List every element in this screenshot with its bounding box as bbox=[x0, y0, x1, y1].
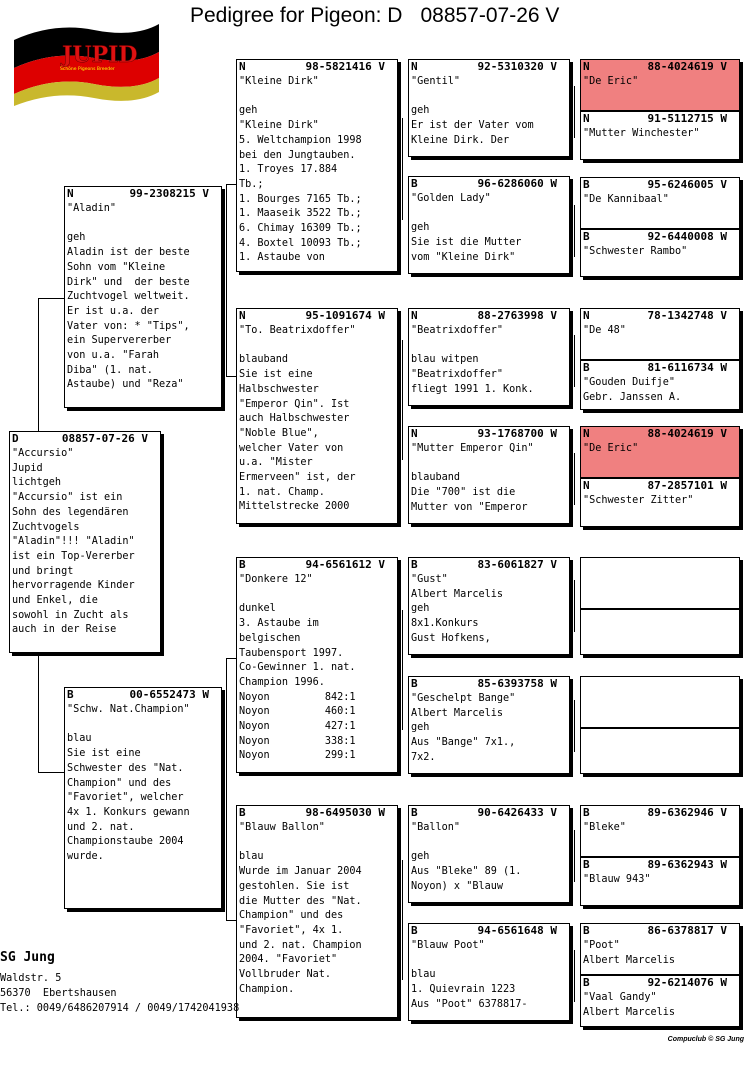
pigeon-card-gen5-empty[interactable] bbox=[580, 676, 740, 728]
ring-number: 88-2763998 V bbox=[477, 309, 557, 322]
ring-number: 92-5310320 V bbox=[477, 60, 557, 73]
ring-number: 88-4024619 V bbox=[647, 60, 727, 73]
pigeon-notes: "Schw. Nat.Champion" blau Sie ist eine Schwester des "Nat. Champion" und des "Favoriet", welcher 4x 1. Konkurs gewann und 2. nat. Championstaube 2004 wurde. bbox=[67, 704, 190, 863]
pigeon-notes: "Mutter Emperor Qin" blauband Die "700" ist die Mutter von "Emperor bbox=[411, 443, 534, 513]
connector bbox=[38, 298, 39, 431]
owner-city: 56370 Ebertshausen bbox=[0, 988, 117, 999]
sex-code: B bbox=[583, 230, 590, 243]
ring-number: 96-6286060 W bbox=[477, 177, 557, 190]
ring-number: 78-1342748 V bbox=[647, 309, 727, 322]
sex-code: B bbox=[411, 177, 418, 190]
sex-code: N bbox=[583, 60, 590, 73]
pigeon-card-gen5[interactable] bbox=[580, 229, 740, 277]
ring-number: 92-6440008 W bbox=[647, 230, 727, 243]
pigeon-card-gen4[interactable] bbox=[408, 59, 570, 157]
sex-code: N bbox=[239, 309, 246, 322]
pigeon-card-gen4[interactable] bbox=[408, 426, 570, 524]
logo-name: JUPID bbox=[62, 42, 138, 68]
pigeon-notes: "Schwester Zitter" bbox=[583, 495, 694, 506]
pigeon-card-gen4[interactable] bbox=[408, 923, 570, 1021]
sex-code: B bbox=[583, 924, 590, 937]
pigeon-card-gen4[interactable] bbox=[408, 557, 570, 655]
sex-code: N bbox=[583, 309, 590, 322]
pigeon-notes bbox=[581, 610, 739, 612]
connector bbox=[226, 184, 227, 376]
connector bbox=[226, 184, 236, 185]
pigeon-card-gen5-empty[interactable] bbox=[580, 557, 740, 609]
pigeon-notes: "Blauw Ballon" blau Wurde im Januar 2004 gestohlen. Sie ist die Mutter des "Nat. Champion" und des "Favoriet", 4x 1. und 2. nat. Champion 2004. "Favoriet" Vollbruder Nat. Champion. bbox=[239, 822, 362, 995]
pigeon-notes: "Ballon" geh Aus "Bleke" 89 (1. Noyon) x "Blauw bbox=[411, 822, 522, 892]
pigeon-notes: "Poot" Albert Marcelis bbox=[583, 940, 676, 966]
page-title bbox=[190, 4, 559, 28]
ring-number: 98-6495030 W bbox=[305, 806, 385, 819]
sex-code: B bbox=[583, 178, 590, 191]
pigeon-notes: "De Eric" bbox=[583, 76, 639, 87]
sex-code: N bbox=[239, 60, 246, 73]
pigeon-card-gen5[interactable] bbox=[580, 59, 740, 111]
owner-phone: Tel.: 0049/6486207914 / 0049/1742041938 bbox=[0, 1003, 240, 1014]
connector bbox=[226, 658, 236, 659]
pigeon-card-gen5-empty[interactable] bbox=[580, 728, 740, 774]
connector bbox=[574, 335, 575, 387]
pigeon-card-gen4[interactable] bbox=[408, 676, 570, 774]
sex-code: B bbox=[411, 806, 418, 819]
pigeon-notes: "Beatrixdoffer" blau witpen "Beatrixdoffer" fliegt 1991 1. Konk. bbox=[411, 325, 534, 395]
connector bbox=[226, 376, 236, 377]
sex-code: B bbox=[411, 924, 418, 937]
pigeon-notes: "De Eric" bbox=[583, 443, 639, 454]
ring-number: 94-6561612 V bbox=[305, 558, 385, 571]
sex-code: N bbox=[583, 479, 590, 492]
pigeon-card-gen4[interactable] bbox=[408, 805, 570, 903]
sex-code: B bbox=[239, 806, 246, 819]
connector bbox=[574, 700, 575, 752]
ring-number: 87-2857101 W bbox=[647, 479, 727, 492]
pigeon-notes: "Donkere 12" dunkel 3. Astaube im belgischen Taubensport 1997. Co-Gewinner 1. nat. Champion 1996. Noyon 842:1 Noyon 460:1 Noyon 427:1 Noyon 338:1 Noyon 299:1 bbox=[239, 574, 356, 762]
pigeon-notes bbox=[581, 729, 739, 731]
pigeon-card-gen5[interactable] bbox=[580, 478, 740, 527]
pigeon-card-gen3[interactable] bbox=[236, 59, 398, 272]
sex-code: B bbox=[239, 558, 246, 571]
title-ring: 08857-07-26 V bbox=[420, 4, 560, 27]
pigeon-card-gen5[interactable] bbox=[580, 805, 740, 857]
sex-code: B bbox=[583, 806, 590, 819]
pigeon-notes: "Gentil" geh Er ist der Vater vom Kleine Dirk. Der bbox=[411, 76, 534, 146]
connector bbox=[402, 610, 403, 730]
connector bbox=[402, 860, 403, 980]
connector bbox=[402, 340, 403, 460]
pigeon-notes: "Gust" Albert Marcelis geh 8x1.Konkurs Gust Hofkens, bbox=[411, 574, 504, 644]
sex-code: N bbox=[67, 187, 74, 200]
ring-number: 85-6393758 W bbox=[477, 677, 557, 690]
connector bbox=[38, 772, 64, 773]
pigeon-card-sire[interactable] bbox=[64, 186, 222, 408]
connector bbox=[226, 658, 227, 920]
sex-code: N bbox=[411, 309, 418, 322]
ring-number: 90-6426433 V bbox=[477, 806, 557, 819]
pigeon-card-gen5[interactable] bbox=[580, 360, 740, 410]
copyright-note: Compuclub © SG Jung bbox=[667, 1036, 744, 1043]
pigeon-notes: "De Kannibaal" bbox=[583, 194, 669, 205]
ring-number: 08857-07-26 V bbox=[61, 432, 148, 445]
sex-code: B bbox=[411, 558, 418, 571]
pigeon-notes: "Mutter Winchester" bbox=[583, 128, 700, 139]
ring-number: 95-6246005 V bbox=[647, 178, 727, 191]
title-prefix: Pedigree for Pigeon: D bbox=[190, 4, 403, 27]
sex-code: B bbox=[583, 858, 590, 871]
ring-number: 91-5112715 W bbox=[647, 112, 727, 125]
ring-number: 81-6116734 W bbox=[647, 361, 727, 374]
pigeon-card-gen3[interactable] bbox=[236, 557, 398, 773]
ring-number: 94-6561648 W bbox=[477, 924, 557, 937]
sex-code: B bbox=[67, 688, 74, 701]
pigeon-notes: "De 48" bbox=[583, 325, 626, 336]
pigeon-card-gen5[interactable] bbox=[580, 426, 740, 478]
ring-number: 92-6214076 W bbox=[647, 976, 727, 989]
ring-number: 99-2308215 V bbox=[129, 187, 209, 200]
connector bbox=[38, 298, 64, 299]
sex-code: N bbox=[411, 60, 418, 73]
connector bbox=[574, 580, 575, 632]
ring-number: 83-6061827 V bbox=[477, 558, 557, 571]
pigeon-card-subject[interactable] bbox=[9, 431, 161, 653]
pigeon-card-gen5[interactable] bbox=[580, 857, 740, 906]
ring-number: 00-6552473 W bbox=[129, 688, 209, 701]
sex-code: N bbox=[583, 427, 590, 440]
pigeon-notes: "Schwester Rambo" bbox=[583, 246, 688, 257]
pigeon-notes: "Vaal Gandy" Albert Marcelis bbox=[583, 992, 676, 1018]
pigeon-card-gen4[interactable] bbox=[408, 176, 570, 274]
pigeon-notes: "Gouden Duifje" Gebr. Janssen A. bbox=[583, 377, 682, 403]
sex-code: N bbox=[411, 427, 418, 440]
pigeon-notes: "To. Beatrixdoffer" blauband Sie ist eine Halbschwester "Emperor Qin". Ist auch Halbschwester "Noble Blue", welcher Vater von u.a. "Mister Ermerveen" ist, der 1. nat. Champ. Mittelstrecke 2000 bbox=[239, 325, 356, 513]
pigeon-card-gen5[interactable] bbox=[580, 975, 740, 1027]
pigeon-card-dam[interactable] bbox=[64, 687, 222, 909]
connector bbox=[38, 654, 39, 772]
logo-tagline: Schöne Pigeons Breeder bbox=[60, 67, 115, 72]
owner-name: SG Jung bbox=[0, 950, 55, 965]
jupid-logo bbox=[14, 22, 159, 106]
owner-street: Waldstr. 5 bbox=[0, 973, 62, 984]
connector bbox=[574, 950, 575, 1002]
sex-code: N bbox=[583, 112, 590, 125]
pigeon-card-gen5[interactable] bbox=[580, 308, 740, 360]
connector bbox=[402, 118, 403, 220]
connector bbox=[574, 205, 575, 257]
ring-number: 98-5821416 V bbox=[305, 60, 385, 73]
connector bbox=[574, 453, 575, 505]
pigeon-notes bbox=[581, 558, 739, 560]
ring-number: 86-6378817 V bbox=[647, 924, 727, 937]
owner-block bbox=[0, 950, 239, 1016]
sex-code: B bbox=[583, 361, 590, 374]
pigeon-notes: "Golden Lady" geh Sie ist die Mutter vom "Kleine Dirk" bbox=[411, 193, 522, 263]
pigeon-notes: "Blauw Poot" blau 1. Quievrain 1223 Aus "Poot" 6378817- bbox=[411, 940, 528, 1010]
pigeon-notes: "Bleke" bbox=[583, 822, 626, 833]
pigeon-notes: "Blauw 943" bbox=[583, 874, 651, 885]
connector bbox=[226, 920, 236, 921]
pigeon-card-gen3[interactable] bbox=[236, 308, 398, 524]
pigeon-card-gen5[interactable] bbox=[580, 111, 740, 160]
sex-code: B bbox=[583, 976, 590, 989]
ring-number: 89-6362943 W bbox=[647, 858, 727, 871]
pigeon-notes bbox=[581, 677, 739, 679]
ring-number: 95-1091674 W bbox=[305, 309, 385, 322]
pigeon-notes: "Accursio" Jupid lichtgeh "Accursio" ist ein Sohn des legendären Zuchtvogels "Aladin"!!! "Aladin" ist ein Top-Vererber und bringt hervorragende Kinder und Enkel, die sowohl in Zucht als auch in der Reise bbox=[12, 448, 135, 636]
ring-number: 88-4024619 V bbox=[647, 427, 727, 440]
pigeon-card-gen5[interactable] bbox=[580, 177, 740, 229]
pigeon-notes: "Geschelpt Bange" Albert Marcelis geh Aus "Bange" 7x1., 7x2. bbox=[411, 693, 516, 763]
ring-number: 93-1768700 W bbox=[477, 427, 557, 440]
pigeon-card-gen4[interactable] bbox=[408, 308, 570, 406]
pigeon-card-gen5-empty[interactable] bbox=[580, 609, 740, 655]
connector bbox=[574, 830, 575, 882]
pigeon-notes: "Aladin" geh Aladin ist der beste Sohn vom "Kleine Dirk" und der beste Zuchtvogel weltweit. Er ist u.a. der Vater von: * "Tips", ein Supervererber von u.a. "Farah Diba" (1. nat. Astaube) und "Reza" bbox=[67, 203, 190, 391]
pigeon-notes: "Kleine Dirk" geh "Kleine Dirk" 5. Weltchampion 1998 bei den Jungtauben. 1. Troyes 17.884 Tb.; 1. Bourges 7165 Tb.; 1. Maaseik 3522 Tb.; 6. Chimay 16309 Tb.; 4. Boxtel 10093 Tb.; 1. Astaube von bbox=[239, 76, 362, 264]
flag-logo-graphic bbox=[14, 22, 159, 106]
sex-code: B bbox=[411, 677, 418, 690]
ring-number: 89-6362946 V bbox=[647, 806, 727, 819]
sex-code: D bbox=[12, 432, 19, 445]
pigeon-card-gen5[interactable] bbox=[580, 923, 740, 975]
pigeon-card-gen3[interactable] bbox=[236, 805, 398, 1018]
connector bbox=[574, 86, 575, 138]
